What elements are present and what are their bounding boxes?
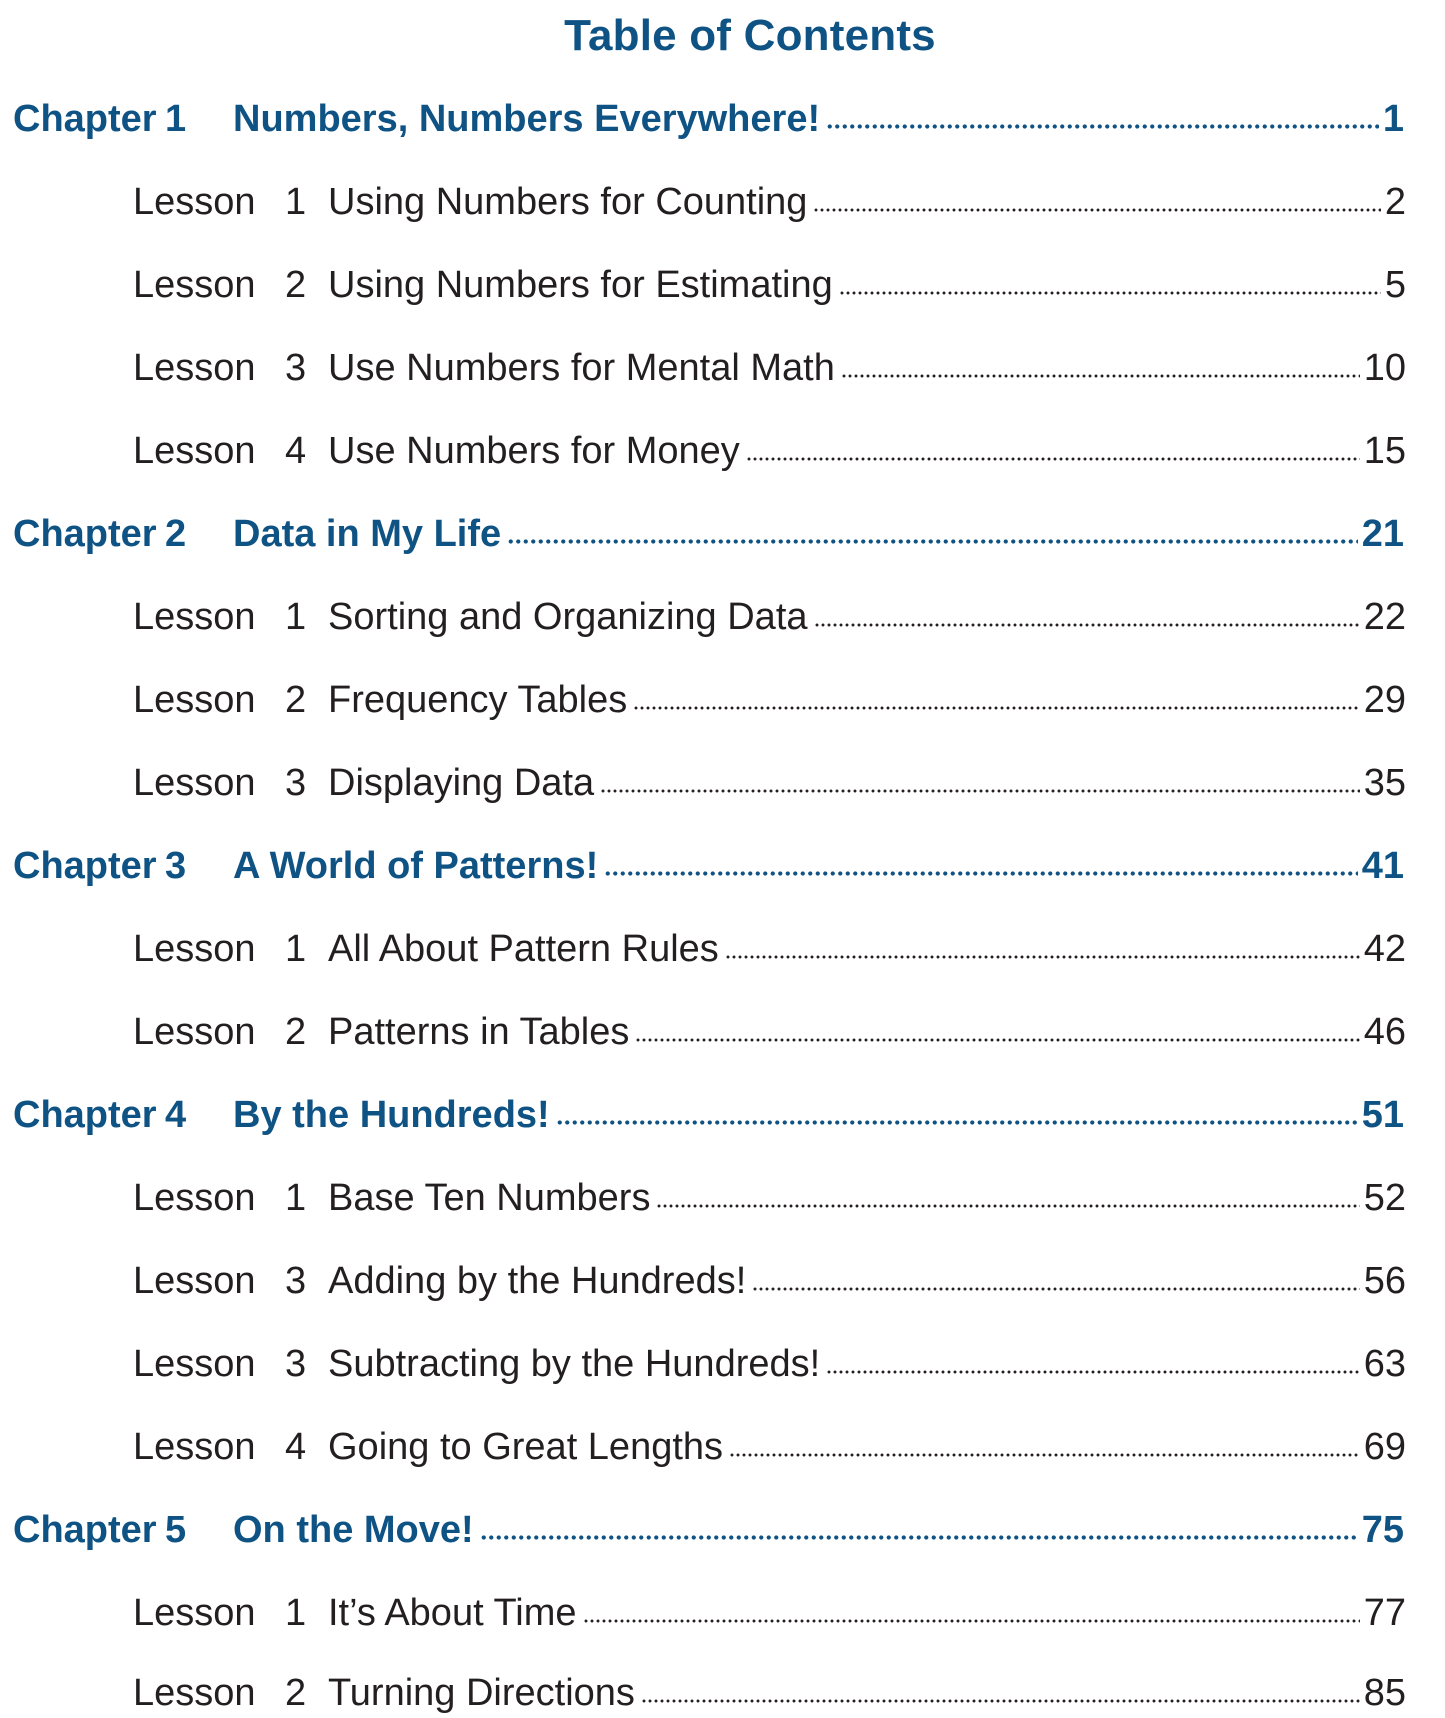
toc-chapter-3[interactable]: [13, 841, 1404, 891]
toc-lesson[interactable]: [133, 592, 1406, 642]
chapter-title: By the Hundreds!: [233, 1094, 550, 1136]
dot-leader: [635, 1038, 1359, 1042]
toc-lesson[interactable]: [133, 260, 1406, 310]
lesson-title: Using Numbers for Estimating: [328, 264, 833, 306]
lesson-number: 3: [285, 1260, 307, 1302]
lesson-title: Use Numbers for Mental Math: [328, 347, 835, 389]
dot-leader: [826, 1370, 1360, 1374]
chapter-label: Chapter: [13, 513, 157, 555]
lesson-number: 1: [285, 1592, 307, 1634]
lesson-label: Lesson: [133, 430, 256, 472]
toc-lesson[interactable]: [133, 758, 1406, 808]
lesson-title: Adding by the Hundreds!: [328, 1260, 747, 1302]
lesson-label: Lesson: [133, 1426, 256, 1468]
toc-lesson[interactable]: [133, 343, 1406, 393]
dot-leader: [507, 539, 1358, 544]
lesson-number: 1: [285, 1177, 307, 1219]
lesson-page-number: 35: [1363, 762, 1406, 804]
toc-lesson[interactable]: [133, 1173, 1406, 1223]
lesson-number: 3: [285, 347, 307, 389]
lesson-number: 2: [285, 1011, 307, 1053]
lesson-label: Lesson: [133, 1672, 256, 1714]
chapter-label: Chapter: [13, 98, 157, 140]
lesson-label: Lesson: [133, 181, 256, 223]
toc-chapter-1[interactable]: [13, 94, 1404, 144]
chapter-number: 5: [165, 1509, 187, 1551]
lesson-title: Base Ten Numbers: [328, 1177, 651, 1219]
chapter-label: Chapter: [13, 1094, 157, 1136]
lesson-title: Sorting and Organizing Data: [328, 596, 808, 638]
toc-lesson[interactable]: [133, 1588, 1406, 1638]
chapter-page-number: 1: [1382, 98, 1404, 140]
chapter-page-number: 21: [1361, 513, 1404, 555]
lesson-title: Patterns in Tables: [328, 1011, 630, 1053]
dot-leader: [746, 457, 1360, 461]
chapter-label: Chapter: [13, 845, 157, 887]
chapter-number: 3: [165, 845, 187, 887]
toc-chapter-2[interactable]: [13, 509, 1404, 559]
lesson-page-number: 52: [1363, 1177, 1406, 1219]
chapter-page-number: 41: [1361, 845, 1404, 887]
lesson-page-number: 42: [1363, 928, 1406, 970]
lesson-page-number: 46: [1363, 1011, 1406, 1053]
lesson-label: Lesson: [133, 1592, 256, 1634]
toc-lesson[interactable]: [133, 1668, 1406, 1718]
lesson-title: All About Pattern Rules: [328, 928, 719, 970]
dot-leader: [600, 789, 1360, 793]
toc-chapter-4[interactable]: [13, 1090, 1404, 1140]
lesson-label: Lesson: [133, 762, 256, 804]
lesson-title: Displaying Data: [328, 762, 595, 804]
lesson-number: 1: [285, 596, 307, 638]
toc-lesson[interactable]: [133, 426, 1406, 476]
toc-lesson[interactable]: [133, 1339, 1406, 1389]
dot-leader: [725, 955, 1360, 959]
dot-leader: [604, 871, 1357, 876]
lesson-number: 2: [285, 1672, 307, 1714]
toc-chapter-5[interactable]: [13, 1505, 1404, 1555]
lesson-page-number: 29: [1363, 679, 1406, 721]
lesson-label: Lesson: [133, 1260, 256, 1302]
toc-lesson[interactable]: [133, 924, 1406, 974]
dot-leader: [839, 291, 1381, 295]
dot-leader: [583, 1619, 1360, 1623]
lesson-title: Frequency Tables: [328, 679, 628, 721]
dot-leader: [633, 706, 1359, 710]
lesson-page-number: 77: [1363, 1592, 1406, 1634]
lesson-label: Lesson: [133, 1011, 256, 1053]
lesson-page-number: 15: [1363, 430, 1406, 472]
toc-lesson[interactable]: [133, 675, 1406, 725]
lesson-title: Subtracting by the Hundreds!: [328, 1343, 821, 1385]
lesson-page-number: 22: [1363, 596, 1406, 638]
lesson-page-number: 56: [1363, 1260, 1406, 1302]
chapter-title: Numbers, Numbers Everywhere!: [233, 98, 821, 140]
chapter-number: 4: [165, 1094, 187, 1136]
chapter-label: Chapter: [13, 1509, 157, 1551]
lesson-number: 3: [285, 1343, 307, 1385]
lesson-title: Using Numbers for Counting: [328, 181, 808, 223]
lesson-label: Lesson: [133, 928, 256, 970]
dot-leader: [641, 1699, 1360, 1703]
toc-lesson[interactable]: [133, 177, 1406, 227]
toc-lesson[interactable]: [133, 1256, 1406, 1306]
lesson-number: 4: [285, 430, 307, 472]
dot-leader: [826, 124, 1379, 129]
dot-leader: [814, 623, 1360, 627]
page-title: Table of Contents: [564, 11, 936, 60]
chapter-page-number: 51: [1361, 1094, 1404, 1136]
lesson-title: Use Numbers for Money: [328, 430, 740, 472]
lesson-label: Lesson: [133, 596, 256, 638]
lesson-number: 2: [285, 679, 307, 721]
lesson-number: 1: [285, 928, 307, 970]
lesson-label: Lesson: [133, 347, 256, 389]
chapter-number: 1: [165, 98, 187, 140]
lesson-title: Going to Great Lengths: [328, 1426, 724, 1468]
dot-leader: [656, 1204, 1359, 1208]
dot-leader: [841, 374, 1360, 378]
chapter-number: 2: [165, 513, 187, 555]
lesson-page-number: 5: [1384, 264, 1406, 306]
dot-leader: [556, 1120, 1358, 1125]
chapter-title: On the Move!: [233, 1509, 474, 1551]
dot-leader: [729, 1453, 1360, 1457]
chapter-title: A World of Patterns!: [233, 845, 599, 887]
lesson-number: 2: [285, 264, 307, 306]
lesson-page-number: 69: [1363, 1426, 1406, 1468]
toc-lesson[interactable]: [133, 1007, 1406, 1057]
chapter-title: Data in My Life: [233, 513, 502, 555]
dot-leader: [480, 1535, 1358, 1540]
lesson-title: Turning Directions: [328, 1672, 635, 1714]
dot-leader: [813, 208, 1380, 212]
lesson-label: Lesson: [133, 1177, 256, 1219]
lesson-number: 1: [285, 181, 307, 223]
lesson-label: Lesson: [133, 679, 256, 721]
lesson-label: Lesson: [133, 1343, 256, 1385]
lesson-page-number: 10: [1363, 347, 1406, 389]
lesson-title: It’s About Time: [328, 1592, 577, 1634]
lesson-page-number: 63: [1363, 1343, 1406, 1385]
lesson-label: Lesson: [133, 264, 256, 306]
lesson-number: 3: [285, 762, 307, 804]
chapter-page-number: 75: [1361, 1509, 1404, 1551]
toc-lesson[interactable]: [133, 1422, 1406, 1472]
lesson-page-number: 85: [1363, 1672, 1406, 1714]
lesson-number: 4: [285, 1426, 307, 1468]
lesson-page-number: 2: [1384, 181, 1406, 223]
dot-leader: [752, 1287, 1359, 1291]
